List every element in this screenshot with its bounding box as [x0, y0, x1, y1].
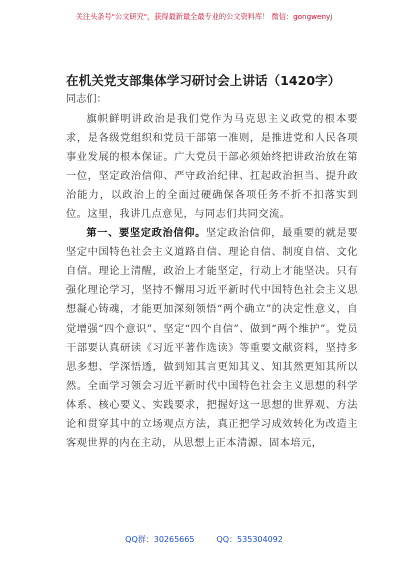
qq-number: QQ：535304092 — [216, 535, 283, 544]
contact-footer — [0, 534, 408, 545]
section-1-text: 坚定政治信仰，最重要的就是要坚定中国特色社会主义道路自信、理论自信、制度自信、文化自信。理论上清醒，政治上才能坚定，行动上才能坚决。只有强化理论学习，坚持不懈用习近平新时代中国特色社会主义思想凝心铸魂，才能更加深刻领悟“两个确立”的决定性意义，自觉增强“四个意识”、坚定“四个自信”、做到“两个维护”。党员干部要认真研读《习近平著作选读》等重要文献资料，坚持多思多想、学深悟透，做到知其言更知其义、知其然更知其所以然。全面学习领会习近平新时代中国特色社会主义思想的科学体系、核心要义、实践要求，把握好这一思想的世界观、方法论和贯穿其中的立场观点方法，真正把学习成效转化为改造主客观世界的内在主动，从思想上正本清源、固本培元， — [66, 228, 359, 449]
intro-paragraph: 旗帜鲜明讲政治是我们党作为马克思主义政党的根本要求，是各级党组织和党员干部第一准则，是推进党和人民各项事业发展的根本保证。广大党员干部必须始终把讲政治放在第一位，坚定政治信仰、严守政治纪律、扛起政治担当、提升政治能力，以政治上的全面过硬确保各项任务不折不扣落实到位。这里，我讲几点意见，与同志们共同交流。 — [66, 114, 358, 221]
document-body — [66, 110, 358, 453]
promo-banner: 关注头条号"公文研究"，获得最新最全最专业的公文资料库！ 微信：gongwenyj — [75, 12, 333, 21]
qq-group-number: QQ群：30265665 — [125, 535, 195, 544]
document-title: 在机关党支部集体学习研讨会上讲话（1420字） — [66, 73, 341, 88]
salutation: 同志们： — [66, 94, 107, 105]
section-1-paragraph — [66, 224, 358, 453]
section-1-heading: 第一、要坚定政治信仰。 — [86, 228, 206, 240]
